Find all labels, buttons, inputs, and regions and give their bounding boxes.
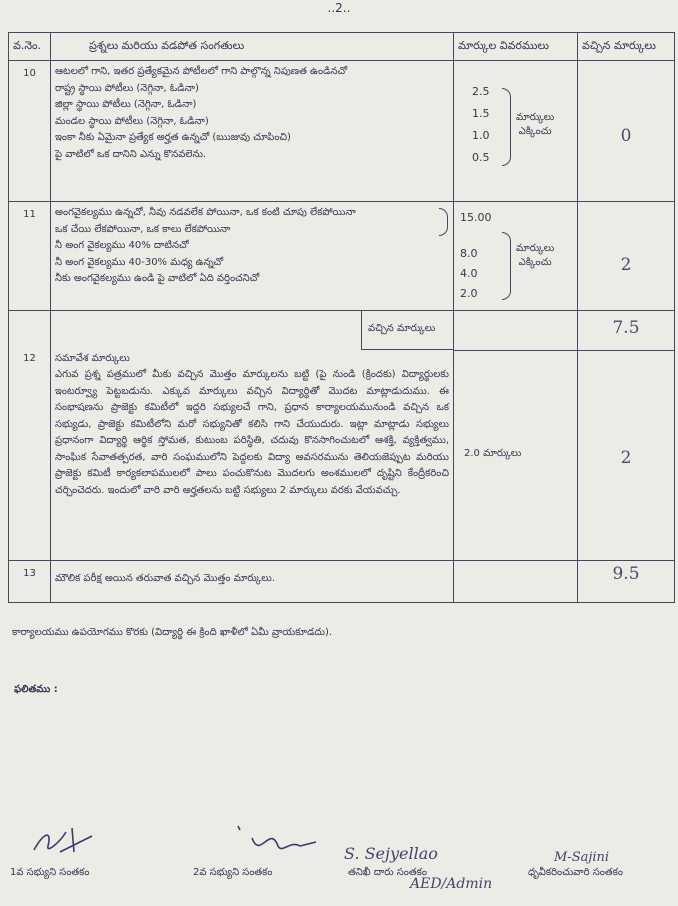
row10-scale	[454, 61, 578, 202]
signature-label-2: 2వ సభ్యుని సంతకం	[193, 867, 273, 878]
row13-mark: 9.5	[578, 561, 675, 603]
row11-value: 15.00	[460, 211, 492, 224]
row11-line: నీ అంగ వైకల్యము 40-30% మధ్య ఉన్నచో	[55, 256, 224, 268]
table-row-12	[9, 351, 675, 561]
row12-question	[51, 351, 454, 561]
brace	[502, 88, 511, 166]
table-row-11	[9, 202, 675, 311]
signature-handwritten-4: M-Sajini	[554, 850, 610, 865]
row12-title: సమావేశ మార్కులు	[55, 352, 130, 364]
header-marks-detail: మార్కుల వివరములు	[454, 33, 578, 61]
office-note: కార్యాలయము ఉపయోగము కొరకు (విద్యార్థి ఈ క్రింది ఖాళీలో ఏమీ వ్రాయకూడదు).	[12, 627, 333, 638]
row11-value: 8.0	[460, 247, 478, 260]
row10-value: 2.5	[472, 85, 490, 98]
signature-handwritten-3: S. Sejyellao	[344, 844, 438, 863]
signature-label-4: ధృవీకరించువారి సంతకం	[528, 867, 623, 878]
subtotal-row	[9, 311, 675, 351]
row10-line: రాష్ట్ర స్థాయి పోటీలు (నెగ్గినా, ఓడినా)	[55, 82, 199, 94]
result-label: ఫలితము :	[14, 684, 58, 695]
table-row-10	[9, 61, 675, 202]
row11-line: ఒక చేయి లేకపోయినా, ఒక కాలు లేకపోయినా	[55, 223, 231, 235]
signature-scribble-2	[230, 820, 320, 860]
signature-label-1: 1వ సభ్యుని సంతకం	[10, 867, 90, 878]
row11-line: అంగవైకల్యము ఉన్నచో, నీవు నడవలేక పోయినా, ఒక కంటి చూపు లేకపోయినా	[55, 207, 356, 218]
row10-value: 1.5	[472, 107, 490, 120]
row11-value: 4.0	[460, 267, 478, 280]
row10-line: ఆటలలో గాని, ఇతర ప్రత్యేకమైన పోటీలలో గాని పాల్గొన్న నిపుణత ఉండినచో	[55, 66, 348, 77]
signature-label-3: తనిఖీ దారు సంతకం	[348, 867, 427, 878]
row10-value: 0.5	[472, 151, 490, 164]
subtotal-label: వచ్చిన మార్కులు	[361, 311, 453, 350]
row10-brace-label: మార్కులు ఎక్కించు	[516, 112, 555, 137]
header-serial: వ.నెం.	[9, 33, 51, 61]
row13-question: మౌలిక పరీక్ష అయిన తరువాత వచ్చిన మొత్తం మార్కులు.	[51, 561, 454, 603]
row10-number: 10	[9, 61, 51, 202]
page-number: ..2..	[327, 1, 351, 15]
header-marks-got: వచ్చిన మార్కులు	[578, 33, 675, 61]
row11-line: నీకు అంగవైకల్యము ఉండి పై వాటిలో ఏది వర్తించనిచో	[55, 273, 260, 284]
row10-mark: 0	[578, 61, 675, 202]
row11-line: నీ అంగ వైకల్యము 40% దాటినచో	[55, 240, 189, 251]
row10-question	[51, 61, 454, 202]
table-row-13	[9, 561, 675, 603]
row12-marks-detail: 2.0 మార్కులు	[454, 351, 578, 561]
signature-scribble-1	[30, 822, 100, 860]
row10-line: జిల్లా స్థాయి పోటీలు (నెగ్గినా, ఓడినా)	[55, 99, 197, 110]
subtotal-value: 7.5	[578, 311, 675, 351]
row10-line: మండల స్థాయి పోటీలు (నెగ్గినా, ఓడినా)	[55, 115, 209, 127]
row11-brace-label: మార్కులు ఎక్కించు	[516, 243, 555, 268]
evaluation-table	[8, 32, 675, 603]
header-row	[9, 33, 675, 61]
header-question: ప్రశ్నలు మరియు వడపోత సంగతులు	[51, 33, 454, 61]
row12-number: 12	[9, 351, 51, 561]
signature-handwritten-3b: AED/Admin	[410, 876, 493, 892]
subtotal-label-cell	[51, 311, 454, 351]
row11-value: 2.0	[460, 287, 478, 300]
row10-line: ఇంకా నీకు ఏమైనా ప్రత్యేక అర్హత ఉన్నచో (ఋజువు చూపించి)	[55, 132, 291, 143]
row11-question	[51, 202, 454, 311]
row12-text: ఎగువ ప్రశ్న పత్రములో మీకు వచ్చిన మొత్తం మార్కులను బట్టి (పై నుండి (క్రిందకు) విద్యార్థులకు ఇంటర్వ్యూ పెట్టబడును. ఎక్కువ మార్కులు వచ్చిన విద్యార్థితో మొదట మాట్లాడుదుము. ఈ సంభాషణను ప్రాజెక్టు కమిటీలో ఇద్దరి సభ్యులచే గాని, ప్రధాన కార్యాలయమునుండి వచ్చిన ఒక సభ్యుడు, ప్రాజెక్టు కమిటీలోని మరో సభ్యునితో కలిసి గాని చేయుదురు. ఇట్లా మాట్లాడు సభ్యులు ప్రధానంగా విద్యార్థి ఆర్థిక స్తోమత, కుటుంబ పరిస్థితి, చదువు కొనసాగించుటలో ఆశక్తి, వ్యక్తిత్వము, సాంఘిక సేవాతత్పరత, వారి సంఘములోని పెద్దలకు విద్యా అవసరమును తెలియజెప్పుట మరియు ప్రాజెక్టు కమిటీ కార్యకలాపములలో పాలు పంచుకొనుట మొదలగు అంశములలో దృష్టిని కేంద్రీకరించి చర్చించెదరు. ఇందులో వారి వారి అర్హతలను బట్టి సభ్యులు 2 మార్కులు వరకు వేయవచ్చు.	[55, 369, 449, 496]
row11-number: 11	[9, 202, 51, 311]
row11-mark: 2	[578, 202, 675, 311]
row11-scale	[454, 202, 578, 311]
row13-number: 13	[9, 561, 51, 603]
row10-value: 1.0	[472, 129, 490, 142]
row12-mark: 2	[578, 351, 675, 561]
row10-line: పై వాటిలో ఒక దానిని ఎన్ను కొనవలెను.	[55, 148, 207, 160]
brace	[502, 232, 511, 300]
